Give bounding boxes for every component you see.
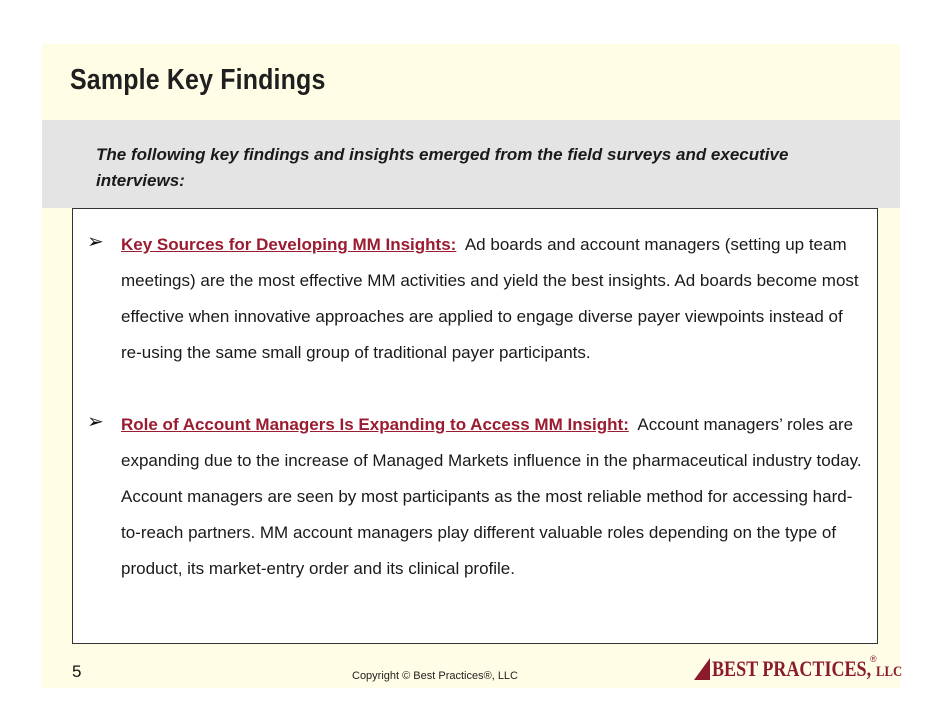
- slide-title: Sample Key Findings: [70, 64, 326, 96]
- logo-registered-mark: ®: [870, 654, 877, 664]
- arrow-bullet-icon: ➢: [87, 411, 104, 433]
- arrow-bullet-icon: ➢: [87, 231, 104, 253]
- finding-heading: Key Sources for Developing MM Insights:: [121, 235, 457, 254]
- finding-body: Ad boards and account managers (setting up team meetings) are the most effective MM activities and yield the best insights. Ad boards become most effective when innovative approaches are applied to engage diverse payer viewpoints instead of re-using the same small group of traditional payer participants.: [121, 235, 859, 362]
- finding-body: Account managers’ roles are expanding due to the increase of Managed Markets influence in the pharmaceutical industry today. Account managers are seen by most participants as the most reliable method for accessing hard- to-reach partners. MM account managers play different valuable roles depending on the type of product, its market-entry order and its clinical profile.: [121, 415, 862, 578]
- company-logo: [694, 654, 903, 684]
- finding-heading: Role of Account Managers Is Expanding to Access MM Insight:: [121, 415, 629, 434]
- finding-text: [121, 227, 863, 371]
- intro-text: The following key findings and insights emerged from the field surveys and executive interviews:: [96, 145, 789, 190]
- page-number: 5: [72, 662, 82, 681]
- logo-llc: LLC: [876, 664, 903, 680]
- logo-wordmark: BEST PRACTICES,: [712, 656, 872, 681]
- copyright-text: Copyright © Best Practices®, LLC: [352, 670, 518, 682]
- findings-box: [72, 208, 878, 644]
- slide: [42, 44, 903, 688]
- intro-band: [42, 120, 900, 208]
- finding-text: [121, 407, 863, 587]
- logo-mark-icon: [694, 658, 710, 680]
